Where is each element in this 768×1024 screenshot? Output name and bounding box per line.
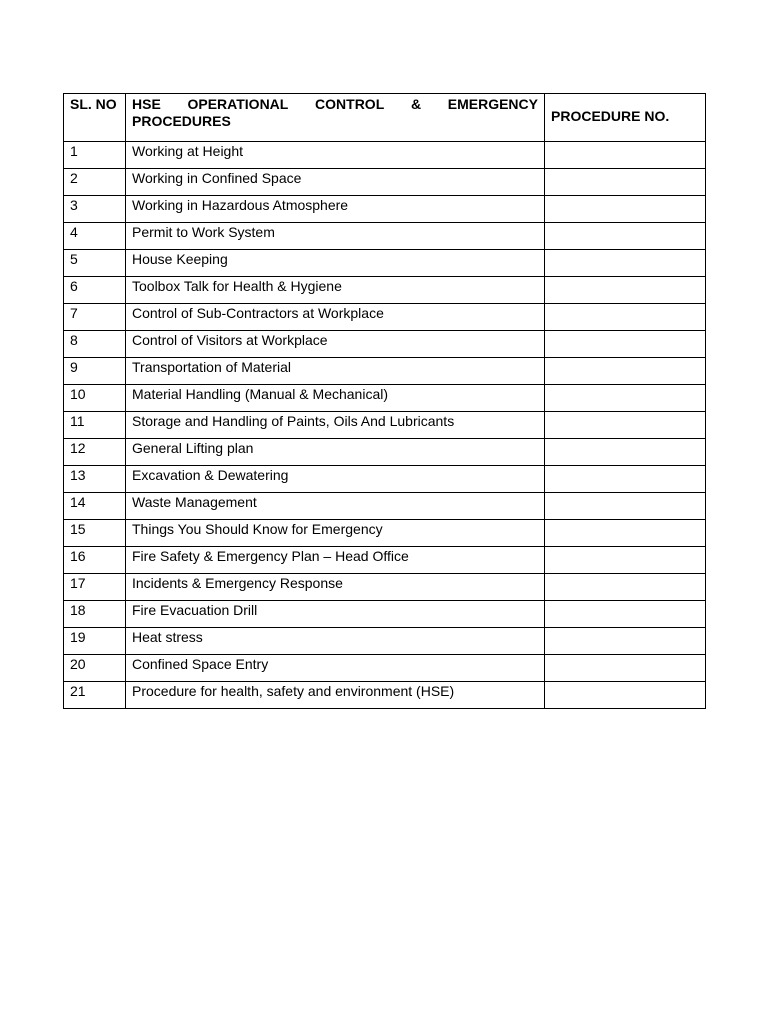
table-row bbox=[64, 628, 706, 655]
cell-procedure-title: Toolbox Talk for Health & Hygiene bbox=[126, 277, 545, 304]
cell-procedure-no bbox=[545, 520, 706, 547]
cell-procedure-title: Heat stress bbox=[126, 628, 545, 655]
cell-sl-no: 8 bbox=[64, 331, 126, 358]
cell-sl-no: 17 bbox=[64, 574, 126, 601]
header-title-word: EMERGENCY bbox=[447, 96, 538, 112]
table-row bbox=[64, 493, 706, 520]
cell-sl-no: 12 bbox=[64, 439, 126, 466]
cell-procedure-title: Waste Management bbox=[126, 493, 545, 520]
cell-procedure-title: Working at Height bbox=[126, 142, 545, 169]
header-title-line-1 bbox=[132, 96, 538, 113]
cell-procedure-title: Fire Evacuation Drill bbox=[126, 601, 545, 628]
cell-procedure-title: Confined Space Entry bbox=[126, 655, 545, 682]
cell-sl-no: 15 bbox=[64, 520, 126, 547]
cell-procedure-no bbox=[545, 682, 706, 709]
table-row bbox=[64, 196, 706, 223]
table-row bbox=[64, 439, 706, 466]
cell-procedure-title: General Lifting plan bbox=[126, 439, 545, 466]
table-row bbox=[64, 574, 706, 601]
table-row bbox=[64, 520, 706, 547]
cell-procedure-title: House Keeping bbox=[126, 250, 545, 277]
header-title-word: HSE bbox=[132, 96, 161, 112]
cell-sl-no: 3 bbox=[64, 196, 126, 223]
cell-procedure-title: Working in Confined Space bbox=[126, 169, 545, 196]
cell-procedure-title: Storage and Handling of Paints, Oils And Lubricants bbox=[126, 412, 545, 439]
cell-sl-no: 2 bbox=[64, 169, 126, 196]
cell-procedure-no bbox=[545, 655, 706, 682]
cell-procedure-no bbox=[545, 466, 706, 493]
table-row bbox=[64, 277, 706, 304]
header-procedure-no-label: PROCEDURE NO. bbox=[551, 108, 670, 124]
table-row bbox=[64, 223, 706, 250]
cell-sl-no: 20 bbox=[64, 655, 126, 682]
table-row bbox=[64, 385, 706, 412]
cell-sl-no: 18 bbox=[64, 601, 126, 628]
table-row bbox=[64, 466, 706, 493]
header-procedure-no bbox=[545, 94, 706, 142]
cell-sl-no: 16 bbox=[64, 547, 126, 574]
cell-procedure-no bbox=[545, 169, 706, 196]
cell-procedure-no bbox=[545, 493, 706, 520]
cell-procedure-no bbox=[545, 412, 706, 439]
procedures-table bbox=[63, 93, 706, 709]
cell-procedure-no bbox=[545, 196, 706, 223]
table-row bbox=[64, 304, 706, 331]
header-title-word: CONTROL bbox=[315, 96, 385, 112]
table-body bbox=[64, 142, 706, 709]
cell-procedure-no bbox=[545, 223, 706, 250]
table-row bbox=[64, 142, 706, 169]
cell-procedure-title: Permit to Work System bbox=[126, 223, 545, 250]
cell-sl-no: 6 bbox=[64, 277, 126, 304]
table-row bbox=[64, 169, 706, 196]
cell-procedure-title: Incidents & Emergency Response bbox=[126, 574, 545, 601]
cell-sl-no: 14 bbox=[64, 493, 126, 520]
table-row bbox=[64, 250, 706, 277]
cell-procedure-no bbox=[545, 304, 706, 331]
cell-procedure-no bbox=[545, 439, 706, 466]
cell-procedure-no bbox=[545, 574, 706, 601]
cell-procedure-title: Excavation & Dewatering bbox=[126, 466, 545, 493]
cell-sl-no: 19 bbox=[64, 628, 126, 655]
table-row bbox=[64, 358, 706, 385]
cell-procedure-title: Material Handling (Manual & Mechanical) bbox=[126, 385, 545, 412]
cell-procedure-no bbox=[545, 277, 706, 304]
table-row bbox=[64, 547, 706, 574]
cell-procedure-no bbox=[545, 250, 706, 277]
cell-procedure-title: Things You Should Know for Emergency bbox=[126, 520, 545, 547]
header-sl-no bbox=[64, 94, 126, 142]
cell-procedure-title: Fire Safety & Emergency Plan – Head Office bbox=[126, 547, 545, 574]
cell-sl-no: 1 bbox=[64, 142, 126, 169]
table-row bbox=[64, 655, 706, 682]
table-header-row bbox=[64, 94, 706, 142]
cell-sl-no: 10 bbox=[64, 385, 126, 412]
header-title-word: & bbox=[410, 96, 422, 112]
cell-sl-no: 13 bbox=[64, 466, 126, 493]
cell-sl-no: 11 bbox=[64, 412, 126, 439]
cell-procedure-no bbox=[545, 547, 706, 574]
cell-procedure-title: Procedure for health, safety and environment (HSE) bbox=[126, 682, 545, 709]
header-procedure-title bbox=[126, 94, 545, 142]
cell-sl-no: 21 bbox=[64, 682, 126, 709]
cell-sl-no: 7 bbox=[64, 304, 126, 331]
cell-procedure-title: Transportation of Material bbox=[126, 358, 545, 385]
cell-sl-no: 4 bbox=[64, 223, 126, 250]
header-sl-no-label: SL. NO bbox=[70, 96, 117, 112]
cell-procedure-no bbox=[545, 142, 706, 169]
cell-procedure-no bbox=[545, 601, 706, 628]
cell-procedure-title: Control of Visitors at Workplace bbox=[126, 331, 545, 358]
cell-sl-no: 5 bbox=[64, 250, 126, 277]
cell-procedure-no bbox=[545, 628, 706, 655]
cell-procedure-no bbox=[545, 331, 706, 358]
cell-sl-no: 9 bbox=[64, 358, 126, 385]
table-row bbox=[64, 331, 706, 358]
header-title-line-2: PROCEDURES bbox=[132, 113, 231, 129]
header-title-word: OPERATIONAL bbox=[187, 96, 289, 112]
cell-procedure-title: Working in Hazardous Atmosphere bbox=[126, 196, 545, 223]
table-row bbox=[64, 601, 706, 628]
table-row bbox=[64, 682, 706, 709]
cell-procedure-title: Control of Sub-Contractors at Workplace bbox=[126, 304, 545, 331]
table-row bbox=[64, 412, 706, 439]
cell-procedure-no bbox=[545, 358, 706, 385]
cell-procedure-no bbox=[545, 385, 706, 412]
